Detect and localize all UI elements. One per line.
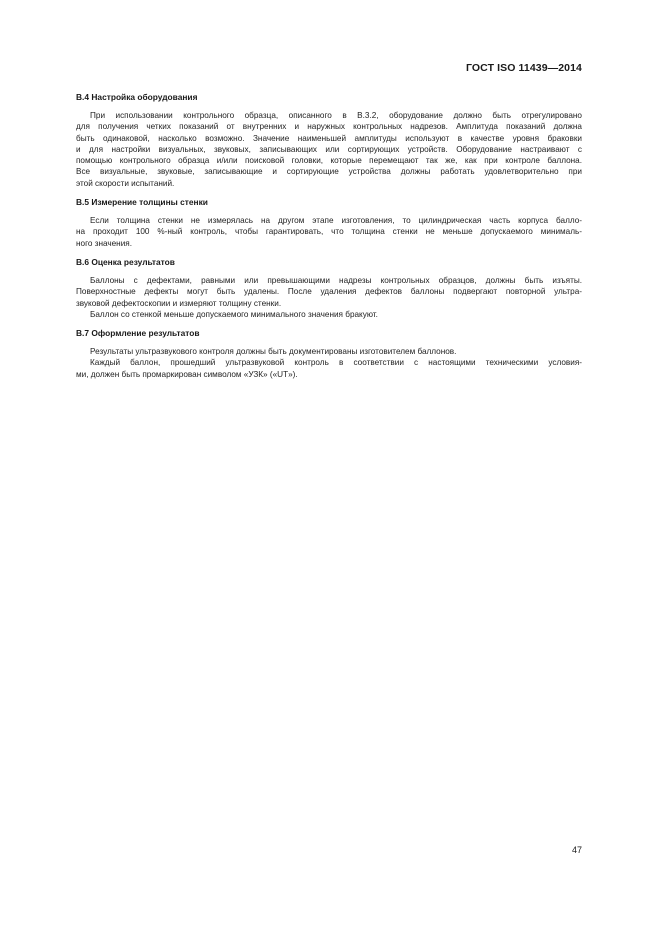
- text-line: Все визуальные, звуковые, записывающие и сортирующие устройства должны работать удовлетворительно при: [76, 167, 582, 177]
- text-line: Результаты ультразвукового контроля должны быть документированы изготовителем баллонов.: [90, 347, 457, 357]
- section-b7: [76, 328, 582, 380]
- text-line: этой скорости испытаний.: [76, 178, 175, 188]
- paragraph: [76, 275, 582, 320]
- text-line: и для настройки визуальных, звуковых, записывающих или сортирующих устройств. Оборудование настраивают с: [76, 144, 582, 154]
- text-line: Баллоны с дефектами, равными или превышающими надрезы контрольных образцов, должны быть изъяты.: [90, 275, 582, 285]
- text-line: ми, должен быть промаркирован символом «УЗК» («UT»).: [76, 369, 298, 379]
- text-line: Баллон со стенкой меньше допускаемого минимального значения бракуют.: [90, 309, 378, 319]
- section-title: B.6 Оценка результатов: [76, 256, 175, 267]
- section-b4: [76, 92, 582, 189]
- paragraph: [76, 110, 582, 189]
- text-line: Если толщина стенки не измерялась на другом этапе изготовления, то цилиндрическая часть корпуса балло-: [90, 216, 582, 226]
- section-title: B.4 Настройка оборудования: [76, 92, 198, 102]
- text-line: на проходит 100 %-ный контроль, чтобы гарантировать, что толщина стенки не меньше допускаемого минималь-: [76, 227, 582, 237]
- section-b5: [76, 197, 582, 249]
- text-line: для получения четких показаний от внутренних и наружных контрольных надрезов. Амплитуда показаний должна: [76, 122, 582, 132]
- paragraph: [76, 346, 582, 380]
- text-line: быть одинаковой, насколько возможно. Значение наименьшей амплитуды используют в качестве уровня браковки: [76, 133, 582, 143]
- page-number: 47: [571, 845, 582, 855]
- text-line: При использовании контрольного образца, описанного в В.3.2, оборудование должно быть отрегулировано: [90, 111, 582, 120]
- section-b6: [76, 257, 582, 320]
- paragraph: [76, 215, 582, 249]
- text-line: Поверхностные дефекты могут быть удалены. После удаления дефектов баллоны подвергают повторной ультра-: [76, 287, 582, 297]
- text-line: Каждый баллон, прошедший ультразвуковой контроль в соответствии с настоящими техническими условия-: [90, 358, 582, 368]
- section-title: B.7 Оформление результатов: [76, 328, 200, 339]
- section-title: B.5 Измерение толщины стенки: [76, 197, 208, 208]
- document-body: [76, 92, 582, 388]
- text-line: помощью контрольного образца и/или поисковой головки, которые перемещают так же, как при контроле баллона.: [76, 156, 582, 166]
- text-line: ного значения.: [76, 238, 132, 248]
- standard-designation: ГОСТ ISO 11439—2014: [465, 62, 582, 74]
- text-line: звуковой дефектоскопии и измеряют толщину стенки.: [76, 298, 282, 308]
